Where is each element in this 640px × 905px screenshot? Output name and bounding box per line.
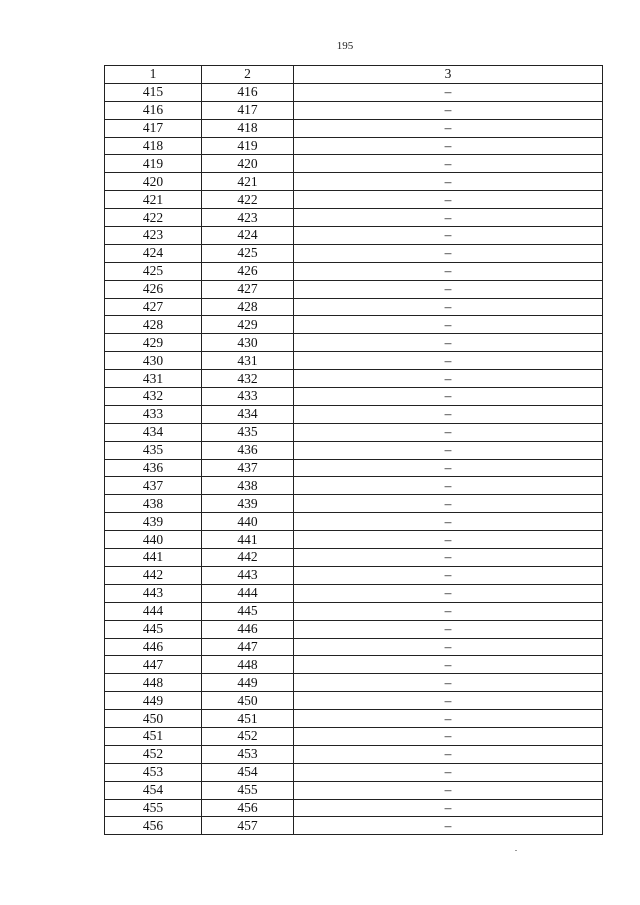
- table-row: [105, 566, 603, 584]
- table-cell-col-1: 433: [105, 405, 202, 423]
- table-cell-col-1: 431: [105, 370, 202, 388]
- table-cell-col-3: –: [294, 119, 603, 137]
- table-cell-col-2: 436: [202, 441, 294, 459]
- table-cell-col-2: 422: [202, 191, 294, 209]
- table-cell-col-1: 420: [105, 173, 202, 191]
- table-cell-col-1: 448: [105, 674, 202, 692]
- table-cell-col-3: –: [294, 763, 603, 781]
- table-cell-col-2: 428: [202, 298, 294, 316]
- table-cell-col-1: 427: [105, 298, 202, 316]
- table-cell-col-3: –: [294, 584, 603, 602]
- table-row: [105, 549, 603, 567]
- table-cell-col-1: 450: [105, 710, 202, 728]
- table-cell-col-2: 433: [202, 388, 294, 406]
- table-cell-col-2: 417: [202, 101, 294, 119]
- table-cell-col-2: 457: [202, 817, 294, 835]
- table-cell-col-1: 417: [105, 119, 202, 137]
- table-cell-col-2: 444: [202, 584, 294, 602]
- column-header-1: 1: [105, 66, 202, 84]
- data-table: [104, 65, 603, 835]
- table-cell-col-3: –: [294, 316, 603, 334]
- table-row: [105, 745, 603, 763]
- table-row: [105, 334, 603, 352]
- table-cell-col-2: 435: [202, 423, 294, 441]
- table-cell-col-3: –: [294, 298, 603, 316]
- table-cell-col-1: 423: [105, 227, 202, 245]
- table-cell-col-2: 421: [202, 173, 294, 191]
- table-cell-col-3: –: [294, 602, 603, 620]
- table-cell-col-1: 439: [105, 513, 202, 531]
- header-row: [105, 66, 603, 84]
- table-cell-col-2: 432: [202, 370, 294, 388]
- table-cell-col-1: 455: [105, 799, 202, 817]
- table-cell-col-3: –: [294, 513, 603, 531]
- table-row: [105, 298, 603, 316]
- table-row: [105, 262, 603, 280]
- table-row: [105, 405, 603, 423]
- table-row: [105, 441, 603, 459]
- table-cell-col-2: 441: [202, 531, 294, 549]
- table-cell-col-2: 445: [202, 602, 294, 620]
- table-cell-col-1: 443: [105, 584, 202, 602]
- table-cell-col-2: 439: [202, 495, 294, 513]
- table-cell-col-3: –: [294, 227, 603, 245]
- table-cell-col-1: 452: [105, 745, 202, 763]
- table-cell-col-1: 451: [105, 727, 202, 745]
- table-cell-col-1: 428: [105, 316, 202, 334]
- table-cell-col-3: –: [294, 101, 603, 119]
- table-cell-col-1: 447: [105, 656, 202, 674]
- table-cell-col-1: 426: [105, 280, 202, 298]
- table-cell-col-3: –: [294, 566, 603, 584]
- table-cell-col-3: –: [294, 727, 603, 745]
- table-row: [105, 531, 603, 549]
- page-number: 195: [336, 40, 354, 52]
- table-row: [105, 817, 603, 835]
- table-cell-col-3: –: [294, 674, 603, 692]
- table-cell-col-3: –: [294, 155, 603, 173]
- table-cell-col-3: –: [294, 352, 603, 370]
- table-cell-col-1: 432: [105, 388, 202, 406]
- table-cell-col-3: –: [294, 656, 603, 674]
- table-cell-col-2: 447: [202, 638, 294, 656]
- table-cell-col-3: –: [294, 262, 603, 280]
- table-cell-col-3: –: [294, 405, 603, 423]
- table-cell-col-1: 434: [105, 423, 202, 441]
- table-cell-col-2: 424: [202, 227, 294, 245]
- table-cell-col-2: 448: [202, 656, 294, 674]
- table-cell-col-3: –: [294, 83, 603, 101]
- table-row: [105, 513, 603, 531]
- table-cell-col-1: 421: [105, 191, 202, 209]
- table-row: [105, 155, 603, 173]
- table-cell-col-2: 430: [202, 334, 294, 352]
- table-cell-col-2: 452: [202, 727, 294, 745]
- table-row: [105, 763, 603, 781]
- table-cell-col-2: 427: [202, 280, 294, 298]
- table-cell-col-2: 425: [202, 244, 294, 262]
- table-cell-col-1: 435: [105, 441, 202, 459]
- table-cell-col-2: 423: [202, 209, 294, 227]
- table-cell-col-3: –: [294, 209, 603, 227]
- table-cell-col-2: 456: [202, 799, 294, 817]
- column-header-2: 2: [202, 66, 294, 84]
- table-cell-col-1: 418: [105, 137, 202, 155]
- table-cell-col-2: 438: [202, 477, 294, 495]
- table-cell-col-2: 416: [202, 83, 294, 101]
- table-cell-col-1: 419: [105, 155, 202, 173]
- table-cell-col-1: 422: [105, 209, 202, 227]
- table-cell-col-3: –: [294, 638, 603, 656]
- table-cell-col-2: 429: [202, 316, 294, 334]
- table-row: [105, 370, 603, 388]
- table-row: [105, 280, 603, 298]
- table-row: [105, 101, 603, 119]
- table-cell-col-3: –: [294, 334, 603, 352]
- table-cell-col-1: 442: [105, 566, 202, 584]
- table-row: [105, 710, 603, 728]
- table-row: [105, 584, 603, 602]
- table-cell-col-1: 454: [105, 781, 202, 799]
- table-cell-col-2: 449: [202, 674, 294, 692]
- table-row: [105, 316, 603, 334]
- table-cell-col-1: 424: [105, 244, 202, 262]
- table-row: [105, 674, 603, 692]
- table-row: [105, 423, 603, 441]
- table-cell-col-2: 437: [202, 459, 294, 477]
- table-row: [105, 656, 603, 674]
- table-cell-col-2: 420: [202, 155, 294, 173]
- table-cell-col-3: –: [294, 799, 603, 817]
- table-cell-col-3: –: [294, 388, 603, 406]
- table-cell-col-3: –: [294, 745, 603, 763]
- table-cell-col-2: 434: [202, 405, 294, 423]
- table-row: [105, 244, 603, 262]
- table-cell-col-2: 453: [202, 745, 294, 763]
- table-cell-col-1: 438: [105, 495, 202, 513]
- table-cell-col-2: 455: [202, 781, 294, 799]
- table-cell-col-2: 443: [202, 566, 294, 584]
- table-row: [105, 191, 603, 209]
- table-cell-col-2: 442: [202, 549, 294, 567]
- table-cell-col-3: –: [294, 549, 603, 567]
- table-cell-col-2: 454: [202, 763, 294, 781]
- table-cell-col-3: –: [294, 370, 603, 388]
- table-cell-col-1: 441: [105, 549, 202, 567]
- table-row: [105, 459, 603, 477]
- table-cell-col-3: –: [294, 531, 603, 549]
- column-header-3: 3: [294, 66, 603, 84]
- table-row: [105, 727, 603, 745]
- table-cell-col-3: –: [294, 459, 603, 477]
- table-cell-col-1: 430: [105, 352, 202, 370]
- table-header: [105, 66, 603, 84]
- table-cell-col-3: –: [294, 280, 603, 298]
- table-cell-col-1: 429: [105, 334, 202, 352]
- table-cell-col-3: –: [294, 137, 603, 155]
- table-row: [105, 692, 603, 710]
- table-cell-col-3: –: [294, 817, 603, 835]
- table-row: [105, 119, 603, 137]
- table-row: [105, 137, 603, 155]
- table-row: [105, 173, 603, 191]
- table-row: [105, 602, 603, 620]
- table-cell-col-1: 425: [105, 262, 202, 280]
- table-cell-col-2: 426: [202, 262, 294, 280]
- table-cell-col-3: –: [294, 620, 603, 638]
- table-cell-col-2: 418: [202, 119, 294, 137]
- table-cell-col-1: 453: [105, 763, 202, 781]
- table-cell-col-3: –: [294, 692, 603, 710]
- table-row: [105, 477, 603, 495]
- table-cell-col-2: 446: [202, 620, 294, 638]
- table-cell-col-3: –: [294, 441, 603, 459]
- stray-mark: [515, 850, 517, 851]
- table-cell-col-1: 436: [105, 459, 202, 477]
- table-cell-col-1: 440: [105, 531, 202, 549]
- table-cell-col-2: 419: [202, 137, 294, 155]
- table-cell-col-1: 446: [105, 638, 202, 656]
- table-row: [105, 209, 603, 227]
- table-cell-col-3: –: [294, 781, 603, 799]
- table-cell-col-3: –: [294, 477, 603, 495]
- table-row: [105, 495, 603, 513]
- table-cell-col-1: 449: [105, 692, 202, 710]
- table-row: [105, 799, 603, 817]
- table-cell-col-2: 431: [202, 352, 294, 370]
- table-cell-col-3: –: [294, 710, 603, 728]
- table-cell-col-1: 456: [105, 817, 202, 835]
- table-row: [105, 388, 603, 406]
- table-cell-col-3: –: [294, 244, 603, 262]
- table-cell-col-3: –: [294, 191, 603, 209]
- table-cell-col-1: 444: [105, 602, 202, 620]
- table-cell-col-1: 415: [105, 83, 202, 101]
- table-cell-col-1: 437: [105, 477, 202, 495]
- table-cell-col-2: 450: [202, 692, 294, 710]
- table-row: [105, 638, 603, 656]
- table-row: [105, 83, 603, 101]
- table-row: [105, 781, 603, 799]
- table-cell-col-2: 440: [202, 513, 294, 531]
- table-cell-col-3: –: [294, 423, 603, 441]
- table-cell-col-1: 416: [105, 101, 202, 119]
- table-cell-col-3: –: [294, 495, 603, 513]
- table-row: [105, 620, 603, 638]
- table-cell-col-1: 445: [105, 620, 202, 638]
- table-cell-col-2: 451: [202, 710, 294, 728]
- table-row: [105, 352, 603, 370]
- table-row: [105, 227, 603, 245]
- table-body: [105, 83, 603, 834]
- table-cell-col-3: –: [294, 173, 603, 191]
